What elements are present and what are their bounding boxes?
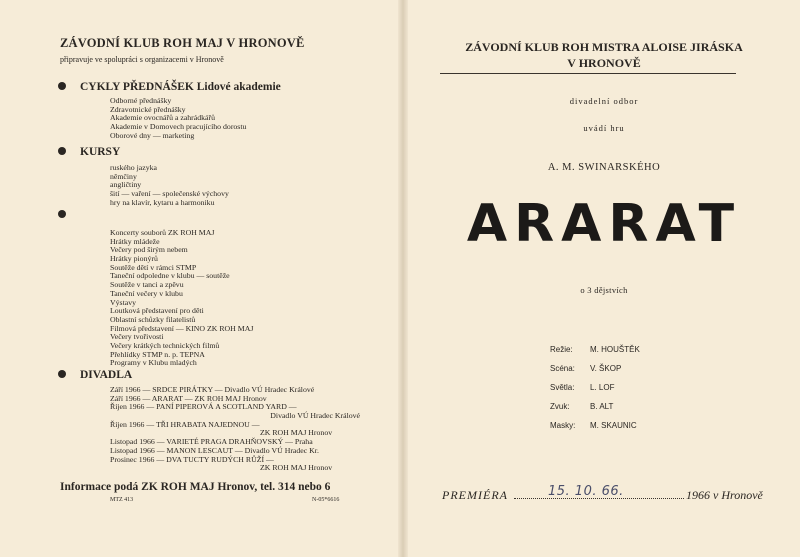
list-item: Taneční večery v klubu (110, 288, 183, 298)
list-item: Výstavy (110, 297, 136, 307)
premiere-label: PREMIÉRA (442, 488, 508, 502)
header-line-2: V HRONOVĚ (567, 56, 641, 70)
list-item: Večery tvořivosti (110, 332, 164, 342)
header-divider (440, 73, 736, 74)
theatre-line: Říjen 1966 — PANÍ PIPEROVÁ A SCOTLAND YARD — (110, 402, 297, 412)
theatre-line-continued: ZK ROH MAJ Hronov (260, 463, 333, 473)
courses-heading (58, 146, 120, 158)
list-item: Filmová představení — KINO ZK ROH MAJ (110, 323, 254, 333)
print-code-right: N-05*6616 (312, 497, 340, 503)
events-heading (58, 209, 80, 221)
theatre-heading (58, 369, 132, 381)
credit-row (550, 364, 640, 383)
list-item: Koncerty souborů ZK ROH MAJ (110, 228, 215, 237)
list-item: Zdravotnické přednášky (110, 104, 186, 114)
lectures-heading (58, 81, 281, 93)
info-line: Informace podá ZK ROH MAJ Hronov, tel. 314 nebo 6 (60, 481, 331, 493)
credit-role: Světla: (550, 383, 575, 392)
courses-title: KURSY (80, 146, 121, 158)
courses-list (110, 164, 229, 207)
acts: o 3 dějstvích (580, 285, 628, 295)
credit-row (550, 345, 640, 364)
credit-name: M. SKAUNIC (590, 421, 637, 430)
bullet-icon (58, 82, 66, 90)
list-item: Odborné přednášky (110, 96, 172, 105)
events-list (110, 229, 253, 368)
header-line-1: ZÁVODNÍ KLUB ROH MISTRA ALOISE JIRÁSKA (465, 40, 743, 54)
author: A. M. SWINARSKÉHO (547, 162, 661, 173)
theatre-line: Prosinec 1966 — DVA TUCTY RUDÝCH RŮŽÍ — (110, 454, 274, 464)
list-item: angličtiny (110, 180, 142, 190)
list-item: Hrátky pionýrů (110, 254, 158, 264)
handwritten-date: 15. 10. 66. (548, 484, 624, 499)
right-page (408, 0, 800, 557)
credit-name: L. LOF (590, 383, 615, 392)
list-item: Akademie ovocnářů a zahrádkářů (110, 113, 215, 123)
bullet-icon (58, 147, 66, 155)
lectures-list (110, 97, 246, 140)
list-item: Akademie v Domovech pracujícího dorostu (110, 122, 247, 132)
bullet-icon (58, 370, 66, 378)
list-item: Oborové dny — marketing (110, 130, 195, 140)
bullet-icon (58, 210, 66, 218)
theatre-line: Říjen 1966 — TŘI HRABATA NAJEDNOU — (110, 419, 260, 429)
list-item: šití — vaření — společenské výchovy (110, 189, 229, 199)
department: divadelní odbor (569, 96, 639, 106)
play-title: ARARAT (466, 194, 742, 254)
credit-row (550, 421, 640, 440)
list-item: Programy v Klubu mladých (110, 358, 197, 368)
premiere-year-place: 1966 v Hronově (686, 488, 763, 502)
theatre-line: Listopad 1966 — VARIETÉ PRAGA DRAHŇOVSKÝ — Praha (110, 437, 313, 447)
theatre-line: Listopad 1966 — MANON LESCAUT — Divadlo VÚ Hradec Kr. (110, 445, 319, 455)
theatre-line: Září 1966 — SRDCE PIRÁTKY — Divadlo VÚ Hradec Králové (110, 385, 315, 394)
presents: uvádí hru (583, 123, 625, 133)
list-item: Večery pod širým nebem (110, 245, 188, 255)
credit-role: Režie: (550, 345, 573, 354)
list-item: Soutěže v tanci a zpěvu (110, 280, 184, 290)
credit-row (550, 402, 640, 421)
list-item: hry na klavír, kytaru a harmoniku (110, 197, 215, 207)
theatre-list (110, 386, 360, 473)
theatre-line-continued: ZK ROH MAJ Hronov (260, 428, 333, 438)
theatre-title: DIVADLA (80, 369, 133, 381)
credit-role: Masky: (550, 421, 576, 430)
theatre-line-continued: Divadlo VÚ Hradec Králové (270, 411, 360, 421)
list-item: Přehlídky STMP n. p. TEPNA (110, 349, 205, 359)
list-item: Večery krátkých technických filmů (110, 340, 220, 350)
credit-role: Scéna: (550, 364, 575, 373)
list-item: Oblastní schůzky filatelistů (110, 314, 196, 324)
list-item: němčiny (110, 171, 137, 181)
credit-name: V. ŠKOP (590, 364, 622, 373)
theatre-club-header (408, 39, 800, 71)
list-item: ruského jazyka (110, 163, 157, 172)
list-item: Taneční odpoledne v klubu — soutěže (110, 271, 230, 281)
lectures-title: CYKLY PŘEDNÁŠEK Lidové akademie (80, 81, 281, 93)
list-item: Hrátky mládeže (110, 236, 160, 246)
credit-name: M. HOUŠTĚK (590, 345, 640, 354)
theatre-line: Září 1966 — ARARAT — ZK ROH MAJ Hronov (110, 393, 267, 403)
list-item: Loutková představení pro děti (110, 306, 204, 316)
credit-role: Zvuk: (550, 402, 570, 411)
credit-row (550, 383, 640, 402)
club-header: ZÁVODNÍ KLUB ROH MAJ V HRONOVĚ (60, 36, 305, 50)
print-code-left: MTZ 413 (110, 497, 134, 503)
list-item: Soutěže dětí v rámci STMP (110, 262, 197, 272)
credits-list (550, 345, 640, 440)
credit-name: B. ALT (590, 402, 614, 411)
club-subheader: připravuje ve spolupráci s organizacemi v Hronově (60, 55, 224, 64)
